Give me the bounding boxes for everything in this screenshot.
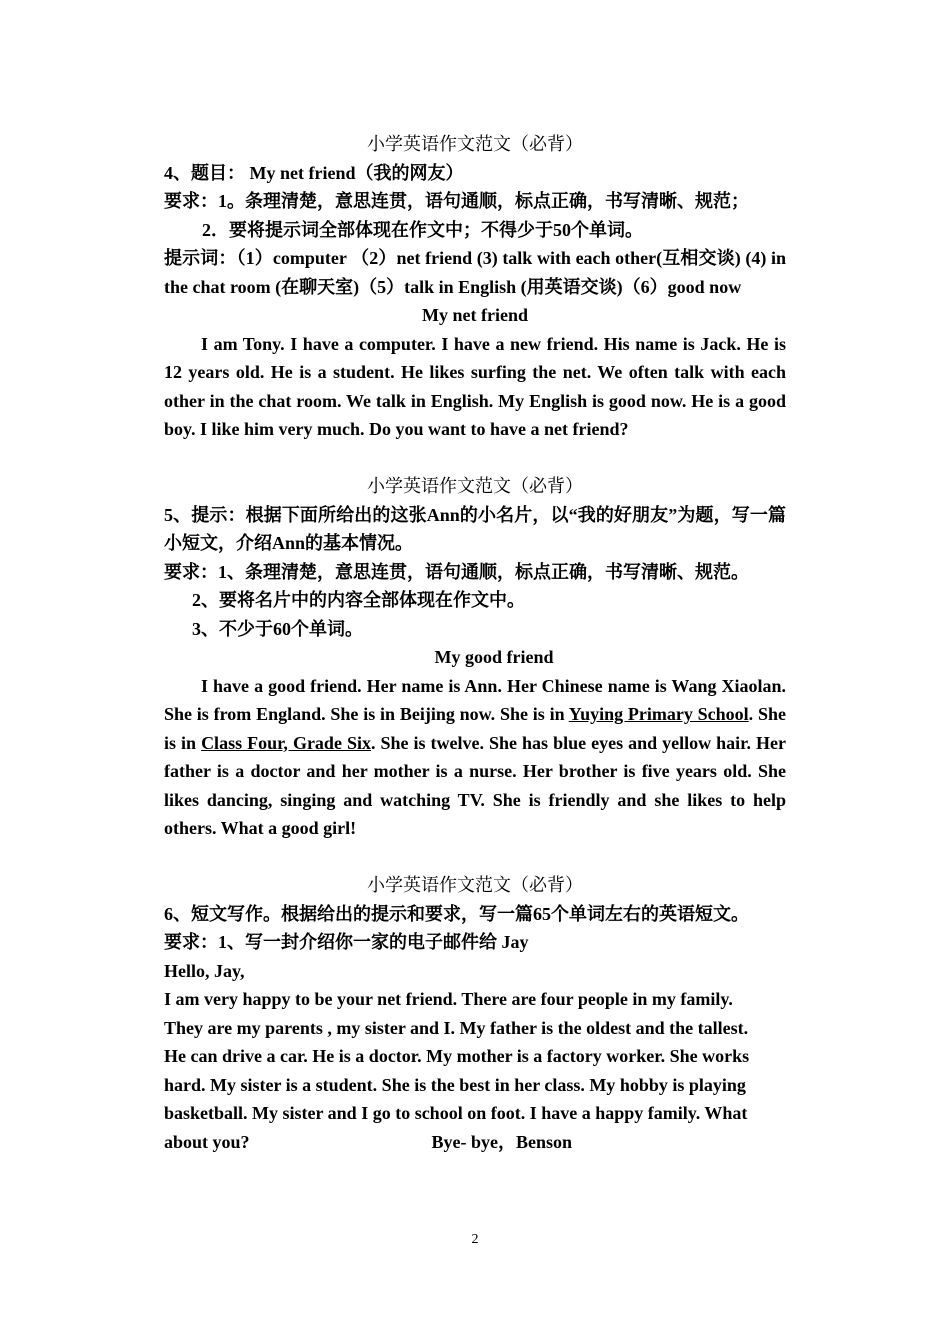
essay-body <box>164 672 786 843</box>
hint-words: 提示词：（1）computer （2）net friend (3) talk with each other(互相交谈) (4) in the chat room (在聊天室)（5）talk in English (用英语交谈)（6）good now <box>164 248 786 297</box>
essay-text: . She is in <box>164 704 786 753</box>
letter-line: basketball. My sister and I go to school on foot. I have a happy family. What <box>164 1103 748 1123</box>
requirement-3: 3、不少于60个单词。 <box>192 618 363 639</box>
essay-title: My good friend <box>434 647 554 667</box>
section-title: 小学英语作文范文（必背） <box>367 476 583 496</box>
essay-text: I have a good friend. Her name is Ann. Her Chinese name is Wang Xiaolan. She is from England. She is in Beijing now. She is in <box>164 675 786 724</box>
letter-last-line <box>164 1128 786 1157</box>
school-name: Yuying Primary School <box>568 704 749 724</box>
essay-text: . She is twelve. She has blue eyes and yellow hair. Her father is a doctor and her mother is a nurse. Her brother is five years old. She likes dancing, singing and watching TV. She is friendly and she likes to help others. What a good girl! <box>164 732 786 838</box>
requirement-1: 要求：1。条理清楚，意思连贯，语句通顺，标点正确，书写清晰、规范； <box>164 191 749 211</box>
requirement-1: 要求：1、条理清楚，意思连贯，语句通顺，标点正确，书写清晰、规范。 <box>164 561 749 582</box>
section-title: 小学英语作文范文（必背） <box>367 875 583 895</box>
letter-line: I am very happy to be your net friend. There are four people in my family. <box>164 989 733 1009</box>
page-number: 2 <box>471 1232 479 1247</box>
requirement-1: 要求：1、写一封介绍你一家的电子邮件给 Jay <box>164 932 529 952</box>
class-name: Class Four, Grade Six <box>201 732 371 753</box>
requirement-2: 2、要将名片中的内容全部体现在作文中。 <box>192 590 525 610</box>
letter-line: They are my parents , my sister and I. My father is the oldest and the tallest. <box>164 1017 749 1038</box>
task-heading: 5、提示：根据下面所给出的这张Ann的小名片，以“我的好朋友”为题，写一篇小短文，介绍Ann的基本情况。 <box>164 504 786 553</box>
essay-body: I am Tony. I have a computer. I have a new friend. His name is Jack. He is 12 years old. He is a student. He likes surfing the net. We often talk with each other in the chat room. We talk in English. My English is good now. He is a good boy. I like him very much. Do you want to have a net friend? <box>164 333 786 439</box>
section-title: 小学英语作文范文（必背） <box>367 134 583 154</box>
task-heading: 4、题目： My net friend（我的网友） <box>164 162 464 183</box>
letter-greeting: Hello, Jay, <box>164 960 245 981</box>
document-page <box>164 130 786 1156</box>
letter-closing-text: about you? <box>164 1131 250 1152</box>
letter-signature: Bye- bye，Benson <box>431 1131 573 1152</box>
letter-line: hard. My sister is a student. She is the best in her class. My hobby is playing <box>164 1074 746 1095</box>
requirement-2: 2．要将提示词全部体现在作文中；不得少于50个单词。 <box>202 219 643 240</box>
letter-line: He can drive a car. He is a doctor. My mother is a factory worker. She works <box>164 1046 750 1066</box>
essay-title: My net friend <box>422 305 528 325</box>
task-heading: 6、短文写作。根据给出的提示和要求，写一篇65个单词左右的英语短文。 <box>164 903 749 924</box>
